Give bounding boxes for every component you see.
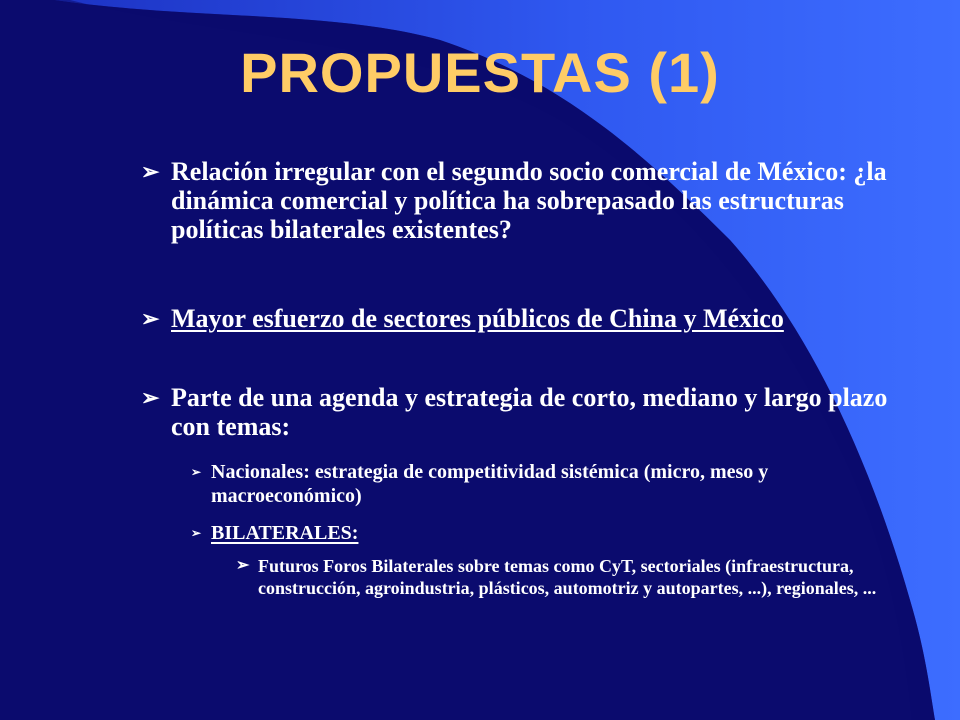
bullet-text: Relación irregular con el segundo socio comercial de México: ¿la dinámica comercial y política ha sobrepasado las estructuras políticas bilaterales existentes? xyxy=(171,157,887,244)
arrowhead-bullet-icon: ➢ xyxy=(236,557,250,574)
arrowhead-bullet-icon: ➢ xyxy=(191,526,202,540)
bullet-text: Parte de una agenda y estrategia de corto, mediano y largo plazo con temas: xyxy=(171,383,888,441)
sub-bullet-text: Nacionales: estrategia de competitividad sistémica (micro, meso y macroeconómico) xyxy=(211,461,769,507)
sub-bullet-text: BILATERALES: xyxy=(211,522,359,544)
arrowhead-bullet-icon: ➢ xyxy=(141,385,160,410)
arrowhead-bullet-icon: ➢ xyxy=(141,159,160,184)
bullet-text: Mayor esfuerzo de sectores públicos de China y México xyxy=(171,304,784,333)
bullet-3 xyxy=(141,383,901,441)
bullet-1 xyxy=(141,157,901,244)
sub-bullet-2 xyxy=(191,521,891,545)
arrowhead-bullet-icon: ➢ xyxy=(141,306,160,331)
sub-sub-bullet-1 xyxy=(236,555,896,599)
sub-sub-bullet-text: Futuros Foros Bilaterales sobre temas como CyT, sectoriales (infraestructura, construcción, agroindustria, plásticos, automotriz y autopartes, ...), regionales, ... xyxy=(258,556,877,598)
bullet-2 xyxy=(141,304,901,333)
arrowhead-bullet-icon: ➢ xyxy=(191,465,202,479)
slide-title: PROPUESTAS (1) xyxy=(240,41,720,104)
sub-bullet-1 xyxy=(191,460,891,508)
